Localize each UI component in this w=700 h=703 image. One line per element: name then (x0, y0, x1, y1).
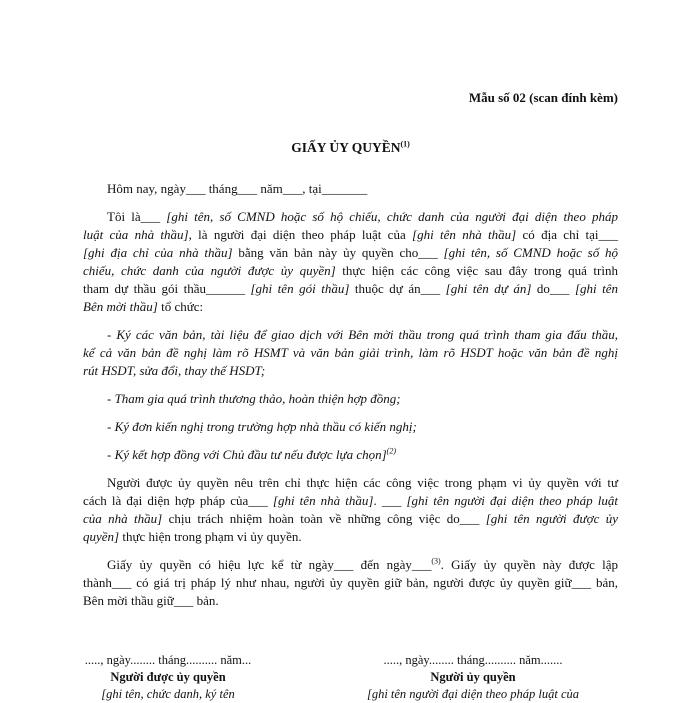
placeholder-text: [ghi địa chỉ của nhà thầu] (83, 245, 233, 260)
placeholder-text: [ghi tên, số CMND hoặc số hộ (443, 245, 619, 260)
text: tham dự thầu gói thầu______ (83, 281, 251, 296)
title-footnote-mark: (1) (400, 139, 410, 149)
p2-line-2 (83, 492, 618, 509)
item-3: - Ký đơn kiến nghị trong trường hợp nhà thầu có kiến nghị; (107, 419, 417, 434)
right-instruction: [ghi tên người đại diện theo pháp luật của (366, 687, 580, 701)
left-role: Người được ủy quyền (110, 670, 226, 684)
form-number: Mẫu số 02 (scan đính kèm) (468, 90, 618, 105)
item-4-text: - Ký kết hợp đồng với Chủ đầu tư nếu được lựa chọn] (107, 447, 387, 462)
footnote-mark: (2) (386, 446, 396, 456)
p3-line-3: Bên mời thầu giữ___ bản. (83, 593, 219, 608)
item-1-line-2: kể cả văn bản đề nghị làm rõ HSMT và văn bản giải trình, làm rõ HSDT hoặc văn bản đề nghị (83, 345, 618, 360)
item-1-line-1: - Ký các văn bản, tài liệu để giao dịch với Bên mời thầu trong quá trình tham gia đấu thầu, (107, 327, 618, 342)
placeholder-text: [ghi tên, số CMND hoặc số hộ chiếu, chức danh của người đại diện theo pháp (166, 209, 618, 224)
right-role: Người ủy quyền (430, 670, 516, 684)
placeholder-text: của nhà thầu] (83, 511, 163, 526)
signature-block-right (313, 652, 633, 703)
text: do___ (531, 281, 575, 296)
title-text: GIẤY ỦY QUYỀN (291, 140, 401, 155)
placeholder-text: [ghi tên người được ủy (485, 511, 619, 526)
placeholder-text: [ghi tên gói thầu] (250, 281, 350, 296)
text: Tôi là___ (107, 209, 167, 224)
placeholder-text: [ghi tên (574, 281, 619, 296)
left-instruction: [ghi tên, chức danh, ký tên (101, 687, 235, 701)
text: có địa chỉ tại___ (516, 227, 618, 242)
p2-line-1: Người được ủy quyền nêu trên chỉ thực hiện các công việc trong phạm vi ủy quyền với tư (107, 475, 618, 490)
placeholder-text: [ghi tên dự án] (445, 281, 532, 296)
placeholder-text: [ghi tên người đại diện theo pháp luật (406, 493, 618, 508)
text: thuộc dự án___ (349, 281, 446, 296)
document-page (83, 0, 618, 700)
text: , là người đại diện theo pháp luật của (188, 227, 413, 242)
text: . Giấy ủy quyền này được lập (440, 557, 618, 572)
document-title (83, 140, 618, 156)
placeholder-text: chiếu, chức danh của người được ủy quyền] (83, 263, 336, 278)
p1-line-3 (83, 244, 618, 261)
p1-line-6 (83, 298, 618, 315)
text: tổ chức: (157, 299, 204, 314)
p1-line-2 (83, 226, 618, 243)
text: Giấy ủy quyền có hiệu lực kể từ ngày___ đến ngày___ (107, 557, 432, 572)
p1-line-5 (83, 280, 618, 297)
p3-line-2: thành___ có giá trị pháp lý như nhau, người ủy quyền giữ bản, người được ủy quyền giữ___ bản, (83, 575, 618, 590)
p1-line-4 (83, 262, 618, 279)
footnote-mark: (3) (431, 556, 441, 566)
text: cách là đại diện hợp pháp của___ (83, 493, 273, 508)
text: . ___ (373, 493, 407, 508)
p3-line-1 (83, 556, 618, 573)
left-date-line: ....., ngày........ tháng.......... năm... (84, 653, 252, 667)
p2-line-4 (83, 528, 618, 545)
item-2: - Tham gia quá trình thương thảo, hoàn thiện hợp đồng; (107, 391, 401, 406)
text: thực hiện các công việc sau đây trong quá trình (335, 263, 618, 278)
right-date-line: ....., ngày........ tháng.......... năm....... (383, 653, 563, 667)
p2-line-3 (83, 510, 618, 527)
text: chịu trách nhiệm hoàn toàn về những công việc do___ (162, 511, 486, 526)
item-4 (83, 446, 618, 463)
text: bằng văn bản này ủy quyền cho___ (232, 245, 444, 260)
p1-line-1 (83, 208, 618, 225)
text: thực hiện trong phạm vi ủy quyền. (119, 529, 302, 544)
placeholder-text: [ghi tên nhà thầu] (412, 227, 517, 242)
placeholder-text: luật của nhà thầu] (83, 227, 189, 242)
placeholder-text: quyền] (83, 529, 120, 544)
placeholder-text: [ghi tên nhà thầu] (272, 493, 374, 508)
signature-block-left (48, 652, 288, 703)
placeholder-text: Bên mời thầu] (83, 299, 158, 314)
intro-line: Hôm nay, ngày___ tháng___ năm___, tại_______ (107, 181, 368, 196)
item-1-line-3: rút HSDT, sửa đổi, thay thế HSDT; (83, 363, 266, 378)
